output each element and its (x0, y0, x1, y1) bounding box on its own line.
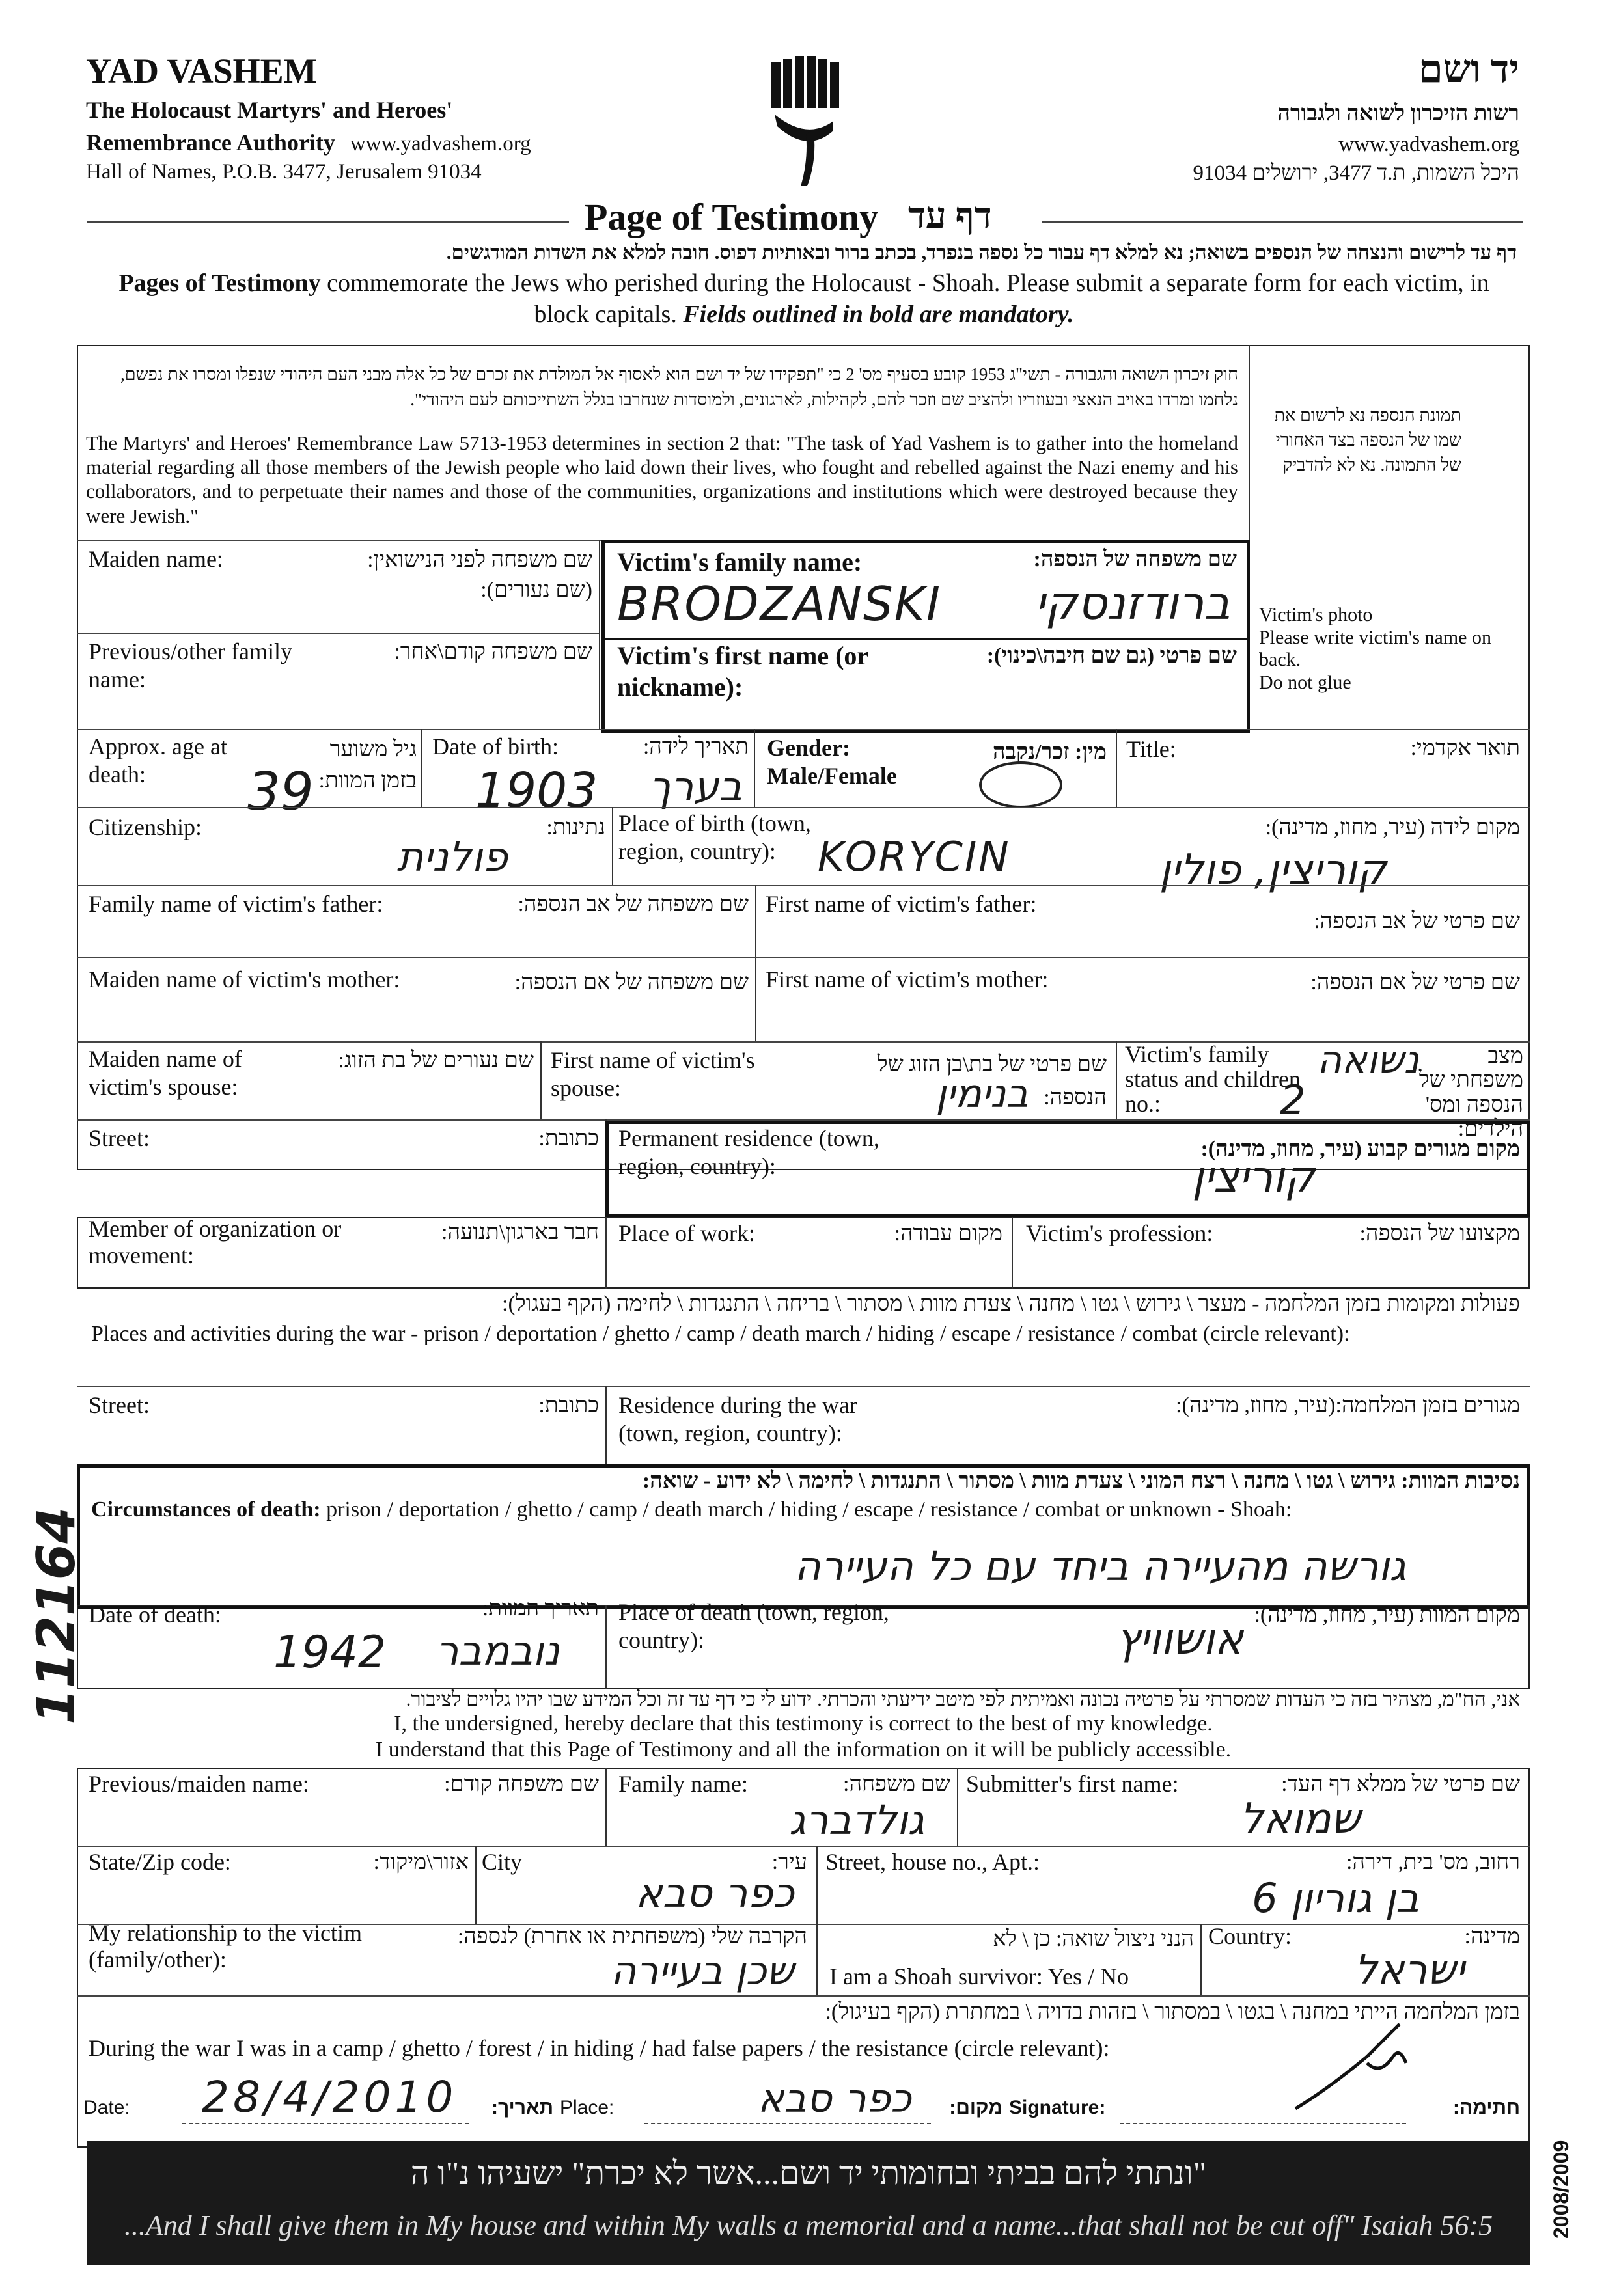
url-he: www.yadvashem.org (1338, 133, 1519, 156)
prev-family-label: Previous/other family name: (89, 638, 292, 693)
city-label-he: עיר: (771, 1850, 807, 1874)
pod-value[interactable]: אושוויץ (1116, 1614, 1243, 1664)
dod-label: Date of death: (89, 1602, 221, 1628)
banner-he: "ונתתי להם בביתי ובחומותי יד ושם...אשר לא יכרת" ישעיהו נ"ו ה (410, 2155, 1207, 2191)
during-he: בזמן המלחמה הייתי במחנה \ בגטו \ במסתור \ בזהות בדויה \ במחתרת (הקף בעיגול): (825, 2000, 1520, 2024)
war-street-label: Street: (89, 1392, 150, 1418)
dod-value-year[interactable]: 1942 (273, 1627, 387, 1678)
family-status-label: Victim's family status and children no.: (1125, 1041, 1301, 1117)
activities-en: Places and activities during the war - prison / deportation / ghetto / camp / death march / hiding / escape / resistance / combat (circle relevant): (91, 1322, 1350, 1346)
street2-value[interactable]: בן גוריון 6 (1252, 1874, 1419, 1922)
rule (77, 957, 1530, 958)
relation-label-he: הקרבה שלי (משפחתית או אחרת) לנספה: (457, 1924, 807, 1948)
law-en: The Martyrs' and Heroes' Remembrance Law 5713-1953 determines in section 2 that: "The task of Yad Vashem is to gather into the homeland material regarding all those members of the Jewish people who laid down their lives, who fought and rebelled against the Nazi enemy and his collaborators, and to perpetuate their names and those of the communities, organizations and institutions which were destroyed because they were Jewish." (86, 431, 1238, 527)
survivor-label[interactable]: I am a Shoah survivor: Yes / No (829, 1963, 1129, 1989)
sub-family-label-he: שם משפחה: (843, 1772, 950, 1796)
sub-prev-label-he: שם משפחה קודם: (444, 1772, 599, 1796)
father-first-label: First name of victim's father: (766, 891, 1037, 917)
gender-circle[interactable] (979, 761, 1062, 808)
dob-value[interactable]: 1903 (475, 763, 598, 819)
address-en: Hall of Names, P.O.B. 3477, Jerusalem 91034 (86, 160, 482, 184)
mother-first-label-he: שם פרטי של אם הנספה: (1310, 970, 1520, 994)
pob-value-he[interactable]: קוריצין, פולין (1159, 846, 1387, 894)
circ-en-bold: Circumstances of death: (91, 1497, 321, 1522)
circumstances-label-he: נסיבות המוות: גירוש \ גטו \ מחנה \ רצח המוני \ צעדת מוות \ מסתור \ התנגדות \ לחימה \ לא ידוע - שואה: (642, 1469, 1520, 1493)
country-label-he: מדינה: (1464, 1924, 1520, 1948)
org-sub-he: רשות הזיכרון לשואה ולגבורה (1277, 102, 1519, 126)
org-sub2-text: Remembrance Authority (86, 130, 335, 156)
url-en: www.yadvashem.org (350, 132, 531, 156)
family-status-label-he: מצב משפחתי של הנספה ומס' הילדים: (1418, 1044, 1523, 1141)
family-name-value-latin[interactable]: BRODZANSKI (617, 577, 942, 631)
gender-label: Gender: Male/Female (767, 735, 897, 789)
perm-res-label: Permanent residence (town, region, country): (618, 1125, 879, 1180)
page-title-en: Page of Testimony (585, 196, 879, 238)
war-street-label-he: כתובת: (538, 1393, 599, 1417)
country-label: Country: (1208, 1923, 1292, 1949)
pob-label: Place of birth (town, region, country): (618, 810, 811, 865)
rule (605, 1217, 607, 1289)
citizenship-label: Citizenship: (89, 814, 202, 840)
sub-first-value[interactable]: שמואל (1239, 1795, 1361, 1843)
banner-en: ...And I shall give them in My house and within My walls a memorial and a name...that shall not be cut off" Isaiah 56:5 (124, 2209, 1493, 2241)
dob-note[interactable]: בערך (649, 763, 742, 810)
first-name-label-he: שם פרטי (גם שם חיבה\כינוי): (986, 644, 1237, 668)
first-name-label: Victim's first name (or nickname): (617, 641, 868, 702)
street2-label-he: רחוב, מס' בית, דירה: (1346, 1850, 1520, 1874)
perm-res-value[interactable]: קוריצין (1192, 1152, 1315, 1202)
father-first-label-he: שם פרטי של אב הנספה: (1314, 909, 1520, 933)
circumstances-value[interactable]: גורשה מהעיירה ביחד עם כל העיירה (794, 1542, 1406, 1590)
dob-label-he: תאריך לידה: (643, 735, 749, 759)
relation-value[interactable]: שכן בעיירה (611, 1948, 794, 1994)
org-name-en: YAD VASHEM (86, 51, 317, 90)
signature-mark[interactable] (1289, 2017, 1419, 2115)
age-value[interactable]: 39 (247, 761, 314, 822)
children-value[interactable]: 2 (1280, 1076, 1306, 1124)
rule (755, 885, 756, 1041)
rule (77, 729, 1530, 730)
org-sub1-en: The Holocaust Martyrs' and Heroes' (86, 97, 453, 123)
law-he: חוק זיכרון השואה והגבורה - תשי"ג 1953 קובע בסעיף מס' 2 כי "תפקידו של יד ושם הוא לאסוף אל המולדת את זכרם של כל אלה מבני העם היהודי שנפלו ומסרו את נפשם, נלחמו ומרדו באויב הנאצי ובעוזריו ולהציב שם וזכר להם, לקהילות, לארגונים, ולמוסדות שנחרבו בגלל השתייכותם לעם היהודי". (120, 364, 1238, 410)
sub-family-value[interactable]: גולדברג (789, 1796, 924, 1844)
age-label-he: גיל משוער בזמן המוות: (318, 737, 417, 793)
intro-en-body: commemorate the Jews who perished during the Holocaust - Shoah. Please submit a separate form for each victim, in block capitals. (320, 269, 1489, 328)
org-label-he: חבר בארגון\תנועה: (441, 1220, 599, 1244)
mother-first-label: First name of victim's mother: (766, 966, 1049, 992)
signature-label-he: חתימה: (1452, 2097, 1520, 2118)
rule (540, 1041, 542, 1119)
family-status-value[interactable]: נשואה (1317, 1037, 1419, 1082)
header-rule-right (1042, 221, 1523, 223)
sub-first-label: Submitter's first name: (966, 1771, 1179, 1797)
date-label-he: תאריך: (491, 2097, 553, 2118)
street2-label: Street, house no., Apt.: (825, 1849, 1040, 1875)
intro-en (91, 268, 1517, 330)
rule (1116, 1041, 1117, 1119)
profession-label: Victim's profession: (1026, 1220, 1213, 1246)
war-res-label: Residence during the war (town, region, country): (618, 1392, 857, 1447)
dod-label-he: תאריך המוות: (482, 1596, 599, 1620)
work-label-he: מקום עבודה: (894, 1222, 1002, 1246)
zip-label-he: אזור\מיקוד: (373, 1850, 469, 1874)
side-code: 2008/2009 (1549, 2140, 1573, 2239)
dod-value-month[interactable]: נובמבר (436, 1627, 560, 1674)
rule (754, 729, 755, 807)
yad-vashem-logo (768, 56, 840, 193)
war-res-label-he: מגורים בזמן המלחמה:(עיר, מחוז, מדינה): (1176, 1393, 1520, 1417)
intro-en-mandatory: Fields outlined in bold are mandatory. (683, 300, 1074, 328)
citizenship-value[interactable]: פולנית (396, 833, 508, 881)
date-label: Date: (83, 2097, 130, 2118)
street-label: Street: (89, 1125, 150, 1151)
spouse-first-label: First name of victim's spouse: (551, 1047, 755, 1102)
signature-label: Signature: (1009, 2097, 1106, 2118)
rule (605, 1386, 607, 1464)
work-label: Place of work: (618, 1220, 755, 1246)
rule (816, 1846, 818, 1924)
survivor-label-he: הנני ניצול שואה: כן \ לא (993, 1927, 1194, 1951)
rule (605, 1768, 607, 1846)
rule (421, 729, 422, 807)
rule (77, 807, 1530, 808)
intro-he: דף עד לרישום והנצחה של הנספים בשואה; נא למלא דף עבור כל נספה בנפרד, בכתב ברור ובאותיות דפוס. חובה למלא את השדות המודגשים. (446, 241, 1517, 264)
sub-prev-label: Previous/maiden name: (89, 1771, 309, 1797)
photo-en-1: Victim's photo (1259, 604, 1373, 625)
zip-label: State/Zip code: (89, 1849, 231, 1875)
photo-en-3: Do not glue (1259, 671, 1351, 693)
org-label: Member of organization or movement: (89, 1216, 342, 1269)
spouse-maiden-label: Maiden name of victim's spouse: (89, 1046, 242, 1100)
place-label: Place: (560, 2097, 615, 2118)
during-en: During the war I was in a camp / ghetto / forest / in hiding / had false papers / the resistance (circle relevant): (89, 2035, 1110, 2061)
gender-label-he: מין: זכר/נקבה (993, 740, 1107, 764)
relation-label: My relationship to the victim (family/other): (89, 1920, 362, 1973)
activities-he: פעולות ומקומות בזמן המלחמה - מעצר \ גירוש \ גטו \ מחנה \ צעדת מוות \ מסתור \ בריחה \ התנגדות \ לחימה (הקף בעגול): (502, 1292, 1520, 1316)
spouse-maiden-label-he: שם נעורים של בת הזוג: (338, 1048, 534, 1073)
date-value[interactable]: 28/4/2010 (202, 2072, 458, 2122)
rule (77, 1995, 1530, 1997)
rule (612, 807, 613, 885)
pob-label-he: מקום לידה (עיר, מחוז, מדינה): (1265, 815, 1520, 840)
photo-instructions-he: תמונת הנספה נא לרשום את שמו של הנספה בצד האחורי של התמונה. נא לא להדביק (1274, 405, 1461, 474)
age-label: Approx. age at death: (89, 733, 227, 788)
sub-family-label: Family name: (618, 1771, 748, 1797)
street-label-he: כתובת: (538, 1127, 599, 1151)
city-value[interactable]: כפר סבא (635, 1869, 794, 1917)
intro-en-bold: Pages of Testimony (118, 269, 321, 297)
side-handwritten-number: 112164 (26, 1507, 87, 1725)
dob-label: Date of birth: (432, 733, 559, 759)
pod-label: Place of death (town, region, country): (618, 1599, 889, 1654)
mother-maiden-label-he: שם משפחה של אם הנספה: (514, 970, 749, 994)
rule (77, 633, 599, 634)
country-value[interactable]: ישראל (1354, 1946, 1465, 1993)
spouse-first-value[interactable]: בנימין (935, 1071, 1029, 1117)
prev-family-label-he: שם משפחה קודם\אחר: (394, 640, 592, 664)
org-sub2-en (86, 129, 531, 156)
place-label-he: מקום: (949, 2097, 1002, 2118)
family-name-label: Victim's family name: (617, 547, 863, 577)
org-name-he: יד ושם (1418, 48, 1519, 90)
rule (77, 1386, 1530, 1387)
header-rule-left (87, 221, 569, 223)
title-label: Title: (1126, 736, 1176, 762)
rule (1116, 729, 1117, 807)
citizenship-label-he: נתינות: (546, 815, 605, 840)
mother-maiden-label: Maiden name of victim's mother: (89, 966, 400, 992)
maiden-name-label: Maiden name: (89, 546, 223, 572)
pob-value-latin[interactable]: KORYCIN (818, 833, 1011, 881)
rule (1120, 2123, 1406, 2124)
declaration-he: אני, הח"מ, מצהיר בזה כי העדות שמסרתי על פרטיה נכונה ואמיתית לפי מיטב ידיעתי והכרתי. ידוע לי כי דף עד זה וכל המידע שבו יהיו גלויים לציבור. (406, 1688, 1520, 1710)
rule (475, 1846, 477, 1924)
photo-instructions-en (1259, 604, 1519, 694)
rule (1012, 1217, 1013, 1289)
rule (1200, 1924, 1202, 1995)
photo-en-2: Please write victim's name on back. (1259, 626, 1491, 670)
quote-banner (87, 2141, 1530, 2265)
rule (816, 1924, 818, 1995)
father-family-label: Family name of victim's father: (89, 891, 383, 917)
page-title-he: דף עד (908, 196, 992, 236)
address-he: היכל השמות, ת.ד 3477, ירושלים 91034 (1193, 161, 1519, 185)
rule (182, 2123, 469, 2124)
declaration-en-1: I, the undersigned, hereby declare that this testimony is correct to the best of my knowledge. (394, 1712, 1213, 1736)
title-label-he: תואר אקדמי: (1410, 736, 1520, 760)
family-name-value-he[interactable]: ברודזנסקי (1034, 577, 1230, 630)
pod-label-he: מקום המוות (עיר, מחוז, מדינה): (1254, 1603, 1520, 1627)
rule (599, 540, 600, 729)
spouse-first-label-he: שם פרטי של בת\בן הזוג של הנספה: (877, 1052, 1107, 1110)
circ-en-body: prison / deportation / ghetto / camp / death march / hiding / escape / resistance / combat or unknown - Shoah: (320, 1497, 1292, 1522)
rule (957, 1768, 958, 1846)
family-name-label-he: שם משפחה של הנספה: (1033, 547, 1237, 571)
rule (77, 1846, 1530, 1847)
rule (644, 2123, 931, 2124)
perm-res-label-he: מקום מגורים קבוע (עיר, מחוז, מדינה): (1200, 1137, 1520, 1161)
sub-first-label-he: שם פרטי של ממלא דף העד: (1281, 1772, 1520, 1796)
rule (77, 885, 1530, 886)
rule (605, 1605, 607, 1689)
father-family-label-he: שם משפחה של אב הנספה: (518, 892, 749, 916)
maiden-name-label-he: שם משפחה לפני הנישואין: (שם נעורים): (367, 548, 592, 602)
place-value[interactable]: כפר סבא (758, 2076, 911, 2122)
profession-label-he: מקצועו של הנספה: (1359, 1222, 1520, 1246)
circumstances-label-en (91, 1497, 1292, 1524)
declaration-en-2: I understand that this Page of Testimony and all the information on it will be publicly accessible. (375, 1738, 1232, 1762)
city-label: City (482, 1849, 523, 1875)
